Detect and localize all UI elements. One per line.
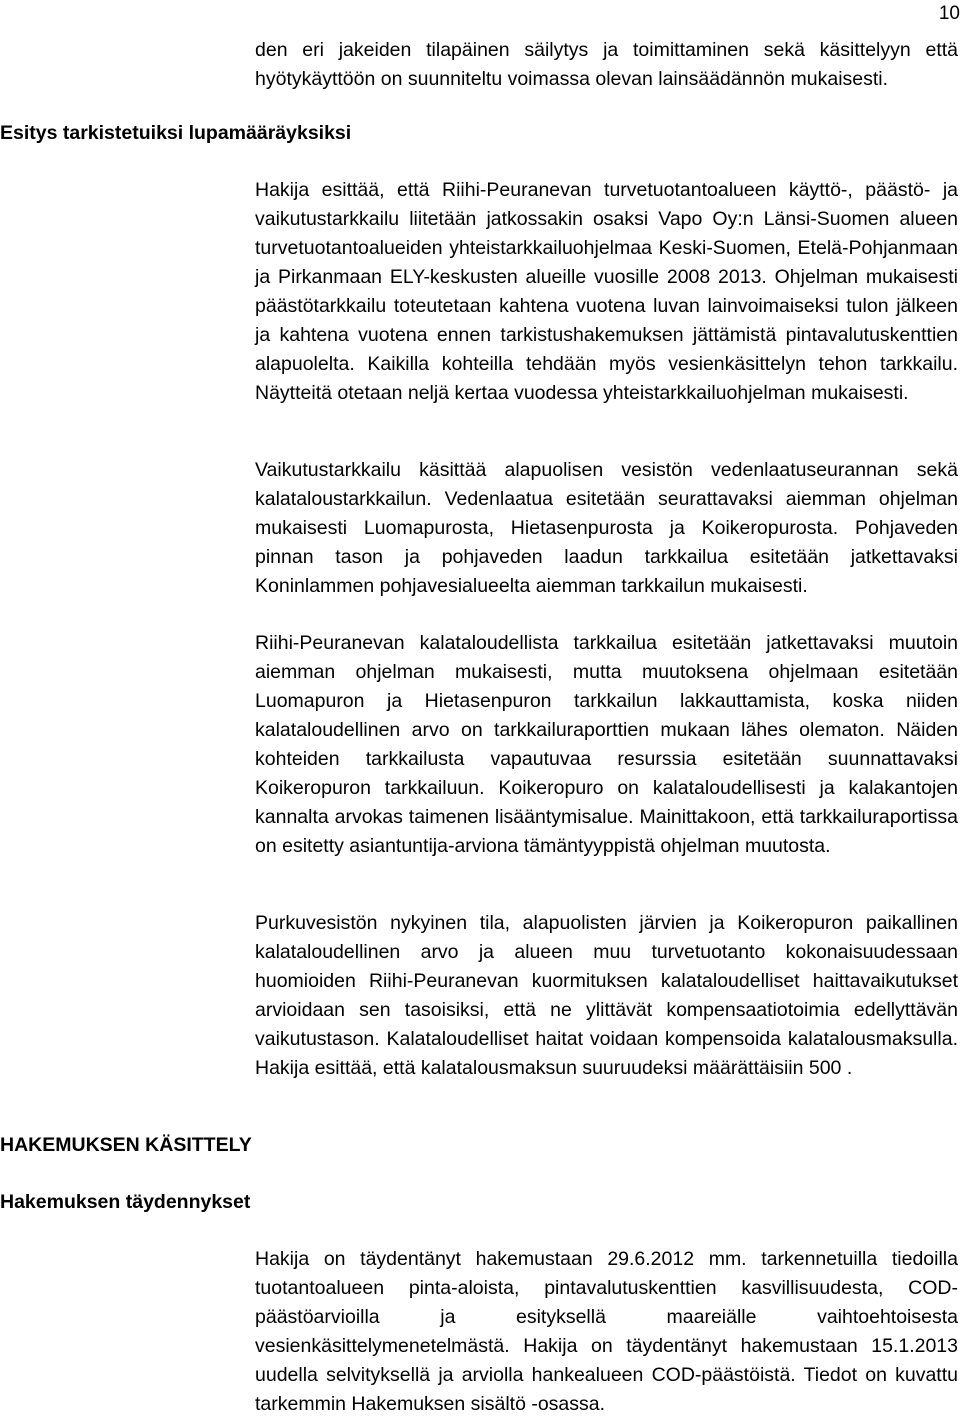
heading-application-supplements: Hakemuksen täydennykset	[0, 1191, 251, 1213]
page-number: 10	[938, 3, 960, 24]
heading-proposed-permit-conditions: Esitys tarkistetuiksi lupamääräyksiksi	[0, 122, 352, 144]
paragraph-fisheries-compensation: Purkuvesistön nykyinen tila, alapuolisten järvien ja Koikeropuron paikallinen kalataloudellinen arvo ja alueen muu turvetuotanto kokonaisuudessaan huomioiden Riihi-Peuranevan kuormituksen kalataloudelliset haittavaikutukset arvioidaan sen tasoisiksi, että ne ylittävät kompensaatiotoimia edellyttävän vaikutustason. Kalataloudelliset haitat voidaan kompensoida kalatalousmaksulla. Hakija esittää, että kalatalousmaksun suuruudeksi määrättäisiin 500 .	[255, 912, 958, 1079]
paragraph-monitoring-programme: Hakija esittää, että Riihi-Peuranevan turvetuotantoalueen käyttö-, päästö- ja vaikutustarkkailu liitetään jatkossakin osaksi Vapo Oy:n Länsi-Suomen alueen turvetuotantoalueiden yhteistarkkailuohjelmaa Keski-Suomen, Etelä-Pohjanmaan ja Pirkanmaan ELY-keskusten alueille vuosille 2008 2013. Ohjelman mukaisesti päästötarkkailu toteutetaan kahtena vuotena luvan lainvoimaiseksi tulon jälkeen ja kahtena vuotena ennen tarkistushakemuksen jättämistä pintavalutuskenttien alapuolelta. Kaikilla kohteilla tehdään myös vesienkäsittelyn tehon tarkkailu. Näytteitä otetaan neljä kertaa vuodessa yhteistarkkailuohjelman mukaisesti.	[255, 179, 958, 404]
paragraph-supplements: Hakija on täydentänyt hakemustaan 29.6.2012 mm. tarkennetuilla tiedoilla tuotantoalueen pinta-aloista, pintavalutuskenttien kasvillisuudesta, COD-päästöarvioilla ja esityksellä maareiälle vaihtoehtoisesta vesienkäsittelymenetelmästä. Hakija on täydentänyt hakemustaan 15.1.2013 uudella selvityksellä ja arviolla hankealueen COD-päästöistä. Tiedot on kuvattu tarkemmin Hakemuksen sisältö -osassa.	[255, 1248, 958, 1415]
paragraph-storage: den eri jakeiden tilapäinen säilytys ja toimittaminen sekä käsittelyyn että hyötykäyttöön on suunniteltu voimassa olevan lainsäädännön mukaisesti.	[255, 39, 958, 90]
paragraph-impact-monitoring: Vaikutustarkkailu käsittää alapuolisen vesistön vedenlaatuseurannan sekä kalataloustarkkailun. Vedenlaatua esitetään seurattavaksi aiemman ohjelman mukaisesti Luomapurosta, Hietasenpurosta ja Koikeropurosta. Pohjaveden pinnan tason ja pohjaveden laadun tarkkailua esitetään jatkettavaksi Koninlammen pohjavesialueelta aiemman tarkkailun mukaisesti.	[255, 459, 958, 597]
heading-application-processing: HAKEMUKSEN KÄSITTELY	[0, 1134, 252, 1156]
paragraph-fisheries-monitoring: Riihi-Peuranevan kalataloudellista tarkkailua esitetään jatkettavaksi muutoin aiemman ohjelman mukaisesti, mutta muutoksena ohjelmaan esitetään Luomapuron ja Hietasenpuron tarkkailun lakkauttamista, koska niiden kalataloudellinen arvo on tarkkailuraporttien mukaan lähes olematon. Näiden kohteiden tarkkailusta vapautuvaa resurssia esitetään suunnattavaksi Koikeropuron tarkkailuun. Koikeropuro on kalataloudellisesti ja kalakantojen kannalta arvokas taimenen lisääntymisalue. Mainittakoon, että tarkkailuraportissa on esitetty asiantuntija-arviona tämäntyyppistä ohjelman muutosta.	[255, 632, 958, 857]
